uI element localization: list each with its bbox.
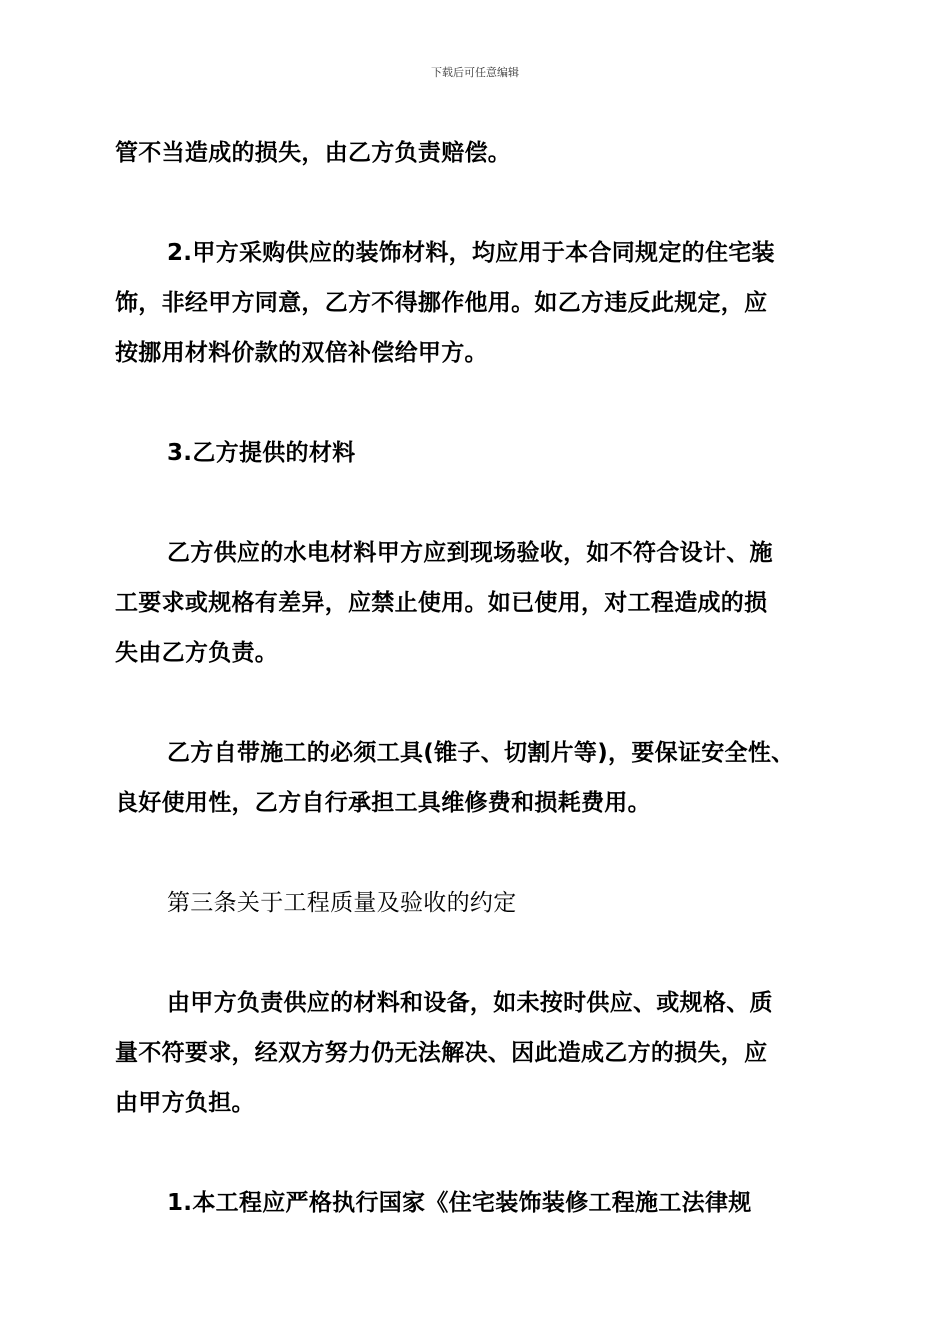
paragraph-1 (115, 128, 855, 178)
paragraph-gap (115, 478, 855, 528)
text-line: 第三条关于工程质量及验收的约定 (167, 890, 517, 916)
page-header-note: 下载后可任意编辑 (431, 66, 519, 79)
paragraph-8 (115, 1178, 855, 1228)
text-line: 失由乙方负责。 (115, 640, 279, 666)
paragraph-5 (115, 728, 855, 828)
paragraph-gap (115, 928, 855, 978)
text-line: 2.甲方采购供应的装饰材料，均应用于本合同规定的住宅装 (167, 240, 775, 266)
paragraph-gap (115, 1128, 855, 1178)
document-body (115, 128, 855, 1228)
paragraph-gap (115, 828, 855, 878)
text-line: 乙方供应的水电材料甲方应到现场验收，如不符合设计、施 (167, 540, 773, 566)
text-line: 量不符要求，经双方努力仍无法解决、因此造成乙方的损失，应 (115, 1040, 768, 1066)
text-line: 1.本工程应严格执行国家《住宅装饰装修工程施工法律规 (167, 1190, 752, 1216)
paragraph-3 (115, 428, 855, 478)
text-line: 乙方自带施工的必须工具(锥子、切割片等)，要保证安全性、 (167, 740, 795, 766)
paragraph-gap (115, 678, 855, 728)
paragraph-gap (115, 378, 855, 428)
paragraph-gap (115, 178, 855, 228)
text-line: 管不当造成的损失，由乙方负责赔偿。 (115, 140, 512, 166)
text-line: 按挪用材料价款的双倍补偿给甲方。 (115, 340, 488, 366)
section-heading (115, 878, 855, 928)
text-line: 饰，非经甲方同意，乙方不得挪作他用。如乙方违反此规定，应 (115, 290, 768, 316)
text-line: 由甲方负责供应的材料和设备，如未按时供应、或规格、质 (167, 990, 773, 1016)
text-line: 工要求或规格有差异，应禁止使用。如已使用，对工程造成的损 (115, 590, 768, 616)
text-line: 3.乙方提供的材料 (167, 440, 356, 466)
text-line: 良好使用性，乙方自行承担工具维修费和损耗费用。 (115, 790, 651, 816)
paragraph-4 (115, 528, 855, 678)
paragraph-7 (115, 978, 855, 1128)
text-line: 由甲方负担。 (115, 1090, 255, 1116)
paragraph-2 (115, 228, 855, 378)
